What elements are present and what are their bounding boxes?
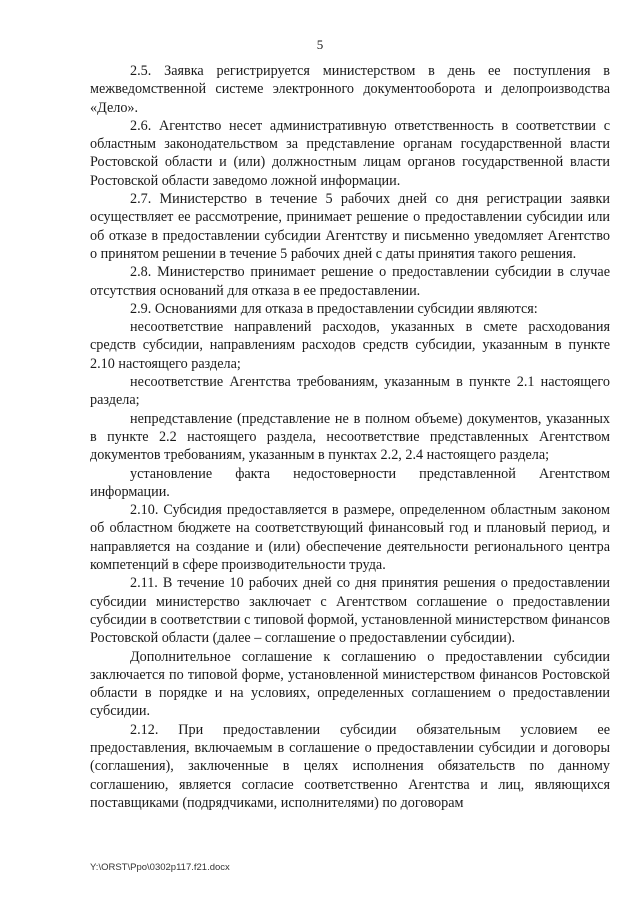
paragraph-2-12: 2.12. При предоставлении субсидии обязательным условием ее предоставления, включаемым в соглашение о предоставлении субсидии и договоры (соглашения), заключенные в целях исполнения обязательств по данному соглашению, является согласие соответственно Агентства и лиц, являющихся поставщиками (подрядчиками, исполнителями) по договорам: [90, 721, 610, 811]
paragraph-2-7: 2.7. Министерство в течение 5 рабочих дней со дня регистрации заявки осуществляет ее рассмотрение, принимает решение о предоставлении субсидии или об отказе в предоставлении субсидии Агентству и письменно уведомляет Агентство о принятом решении в течение 5 рабочих дней с даты принятия такого решения.: [90, 191, 610, 262]
paragraph-2-9-item-2: несоответствие Агентства требованиям, указанным в пункте 2.1 настоящего раздела;: [90, 374, 610, 409]
paragraph-2-9: 2.9. Основаниями для отказа в предоставлении субсидии являются:: [130, 300, 538, 317]
paragraph-2-6: 2.6. Агентство несет административную ответственность в соответствии с областным законодательством за представление органам государственной власти Ростовской области и (или) должностным лицам органов государственной власти Ростовской области заведомо ложной информации.: [90, 117, 610, 189]
page-number: 5: [316, 37, 324, 52]
paragraph-2-11-additional: Дополнительное соглашение к соглашению о предоставлении субсидии заключается по типовой форме, установленной министерством финансов Ростовской области в порядке и на условиях, определенных соглашением о предоставлении субсидии.: [90, 648, 610, 720]
paragraph-2-8: 2.8. Министерство принимает решение о предоставлении субсидии в случае отсутствия оснований для отказа в ее предоставлении.: [90, 264, 610, 299]
footer-file-path: Y:\ORST\Ppo\0302p117.f21.docx: [90, 862, 230, 873]
paragraph-2-11: 2.11. В течение 10 рабочих дней со дня принятия решения о предоставлении субсидии министерство заключает с Агентством соглашение о предоставлении субсидии в соответствии с типовой формой, установленной министерством финансов Ростовской области (далее – соглашение о предоставлении субсидии).: [90, 575, 610, 647]
paragraph-2-5: 2.5. Заявка регистрируется министерством в день ее поступления в межведомственной системе электронного документооборота и делопроизводства «Дело».: [90, 63, 610, 116]
document-body: [90, 62, 610, 812]
paragraph-2-9-item-3: непредставление (представление не в полном объеме) документов, указанных в пункте 2.2 настоящего раздела, несоответствие представленных Агентством документов требованиям, указанным в пунктах 2.2, 2.4 настоящего раздела;: [90, 410, 610, 464]
paragraph-2-9-item-4: установление факта недостоверности представленной Агентством информации.: [90, 465, 610, 500]
paragraph-2-9-item-1: несоответствие направлений расходов, указанных в смете расходования средств субсидии, направлениям расходов средств субсидии, указанным в пункте 2.10 настоящего раздела;: [90, 319, 610, 372]
paragraph-2-10: 2.10. Субсидия предоставляется в размере, определенном областным законом об областном бюджете на соответствующий финансовый год и плановый период, и направляется на создание и (или) обеспечение деятельности регионального центра компетенций в сфере производительности труда.: [90, 502, 610, 574]
